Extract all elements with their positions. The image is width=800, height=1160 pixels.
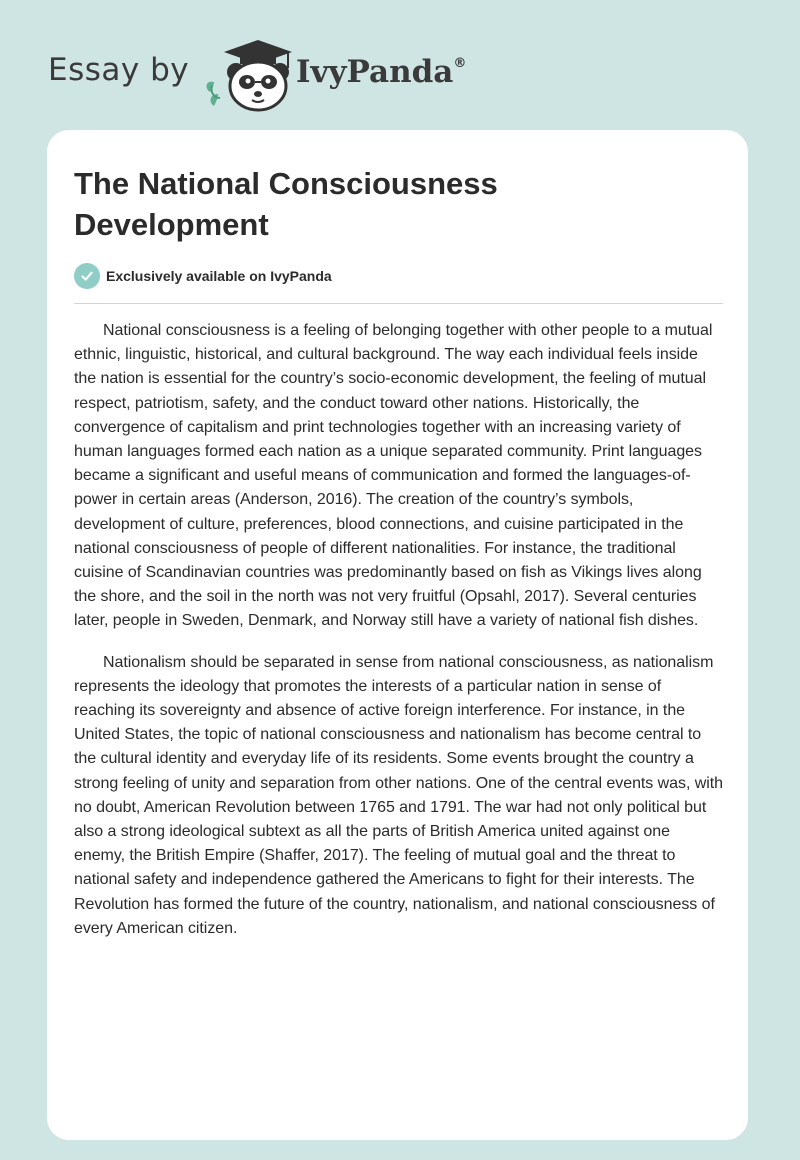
paragraph: National consciousness is a feeling of belonging together with other people to a mutual ethnic, linguistic, historical, and cultural background. The way each individual feels inside the nation is essential for the country’s socio-economic development, the feeling of mutual respect, patriotism, safety, and the conduct toward other nations. Historically, the convergence of capitalism and print technologies together with an increasing variety of human languages formed each nation as a unique separated community. Print languages became a significant and useful means of communication and formed the languages-of-power in certain areas (Anderson, 2016). The creation of the country’s symbols, development of culture, preferences, blood connections, and cuisine participated in the national consciousness of people of different nationalities. For instance, the traditional cuisine of Scandinavian countries was predominantly based on fish as Vikings lives along the shore, and the soil in the north was not very fruitful (Opsahl, 2017). Several centuries later, people in Sweden, Denmark, and Norway still have a variety of national fish dishes. bbox=[74, 322, 713, 630]
registered-mark: ® bbox=[453, 56, 467, 71]
exclusive-badge bbox=[74, 263, 332, 289]
site-header bbox=[48, 34, 508, 114]
brand-name: IvyPanda bbox=[296, 54, 454, 90]
essay-by-label: Essay by bbox=[48, 52, 190, 88]
page-title: The National Consciousness Development bbox=[74, 166, 498, 242]
essay-body bbox=[74, 319, 724, 958]
exclusive-label: Exclusively available on IvyPanda bbox=[106, 268, 332, 284]
paragraph: Nationalism should be separated in sense from national consciousness, as nationalism represents the ideology that promotes the interests of a particular nation in sense of reaching its sovereignty and absence of active foreign interference. For instance, in the United States, the topic of national consciousness and nationalism has become central to the cultural identity and everyday life of its residents. Some events brought the country a strong feeling of unity and separation from other nations. One of the central events was, with no doubt, American Revolution between 1765 and 1791. The war had not only political but also a strong ideological subtext as all the parts of British America united against one enemy, the British Empire (Shaffer, 2017). The feeling of mutual goal and the threat to national safety and independence gathered the Americans to fight for their interests. The Revolution has formed the future of the country, nationalism, and national consciousness of every American citizen. bbox=[74, 653, 724, 937]
brand-logo-text[interactable] bbox=[296, 54, 466, 90]
checkmark-icon bbox=[74, 263, 100, 289]
divider bbox=[74, 303, 723, 304]
essay-card bbox=[47, 130, 748, 1140]
panda-logo-icon[interactable] bbox=[200, 36, 300, 112]
